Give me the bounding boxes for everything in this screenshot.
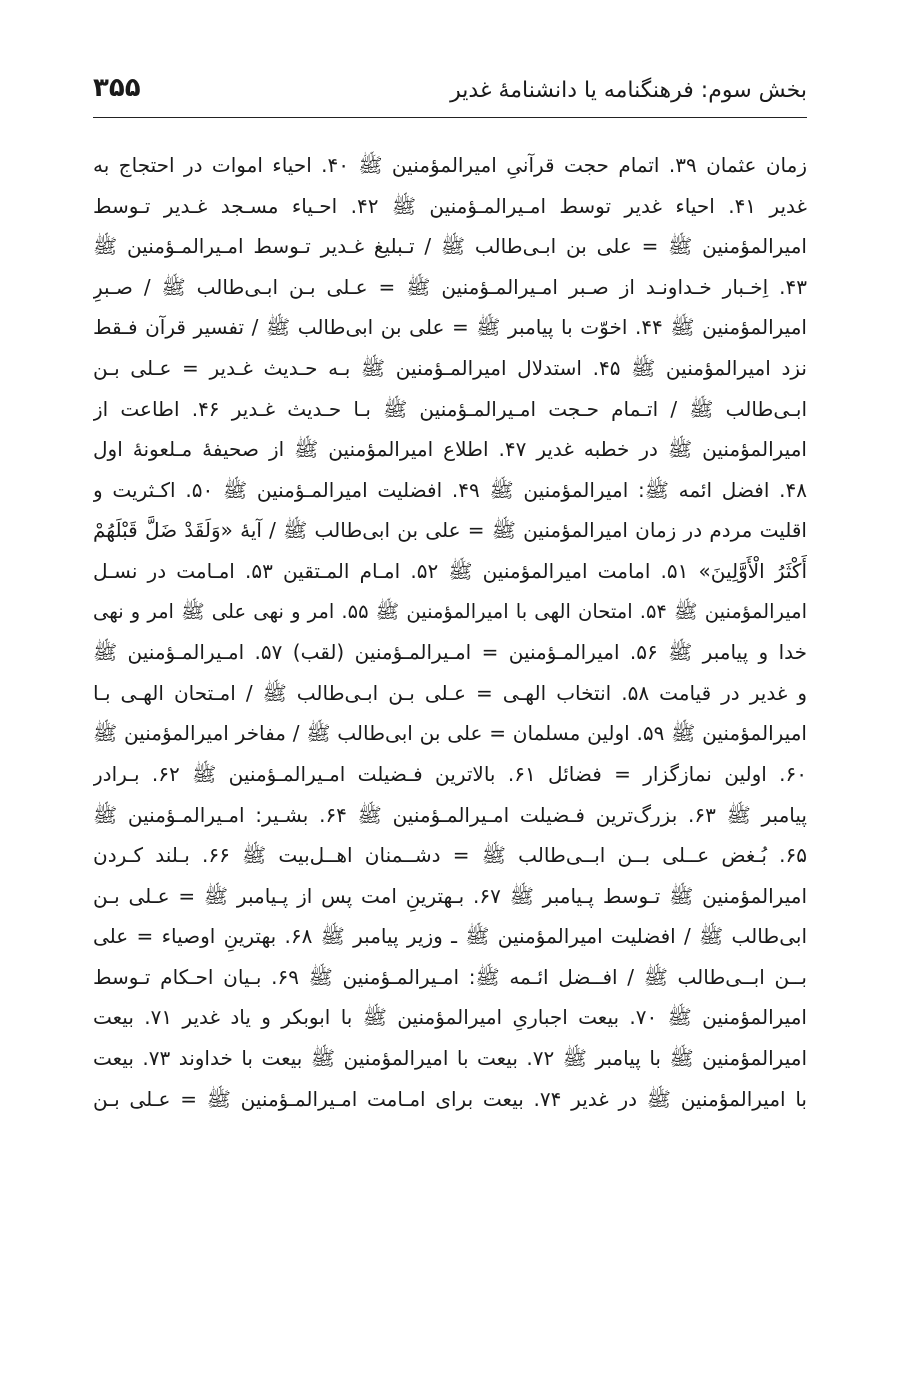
text-line: امیرالمؤمنین ﷺ ۴۴. اخوّت با پیامبر ﷺ = علی بن ابی‌طالب ﷺ / تفسیر قرآن فـقط [93, 315, 807, 340]
body-text [93, 145, 807, 1119]
text-line: اقلیت مردم در زمان امیرالمؤمنین ﷺ = علی بن ابی‌طالب ﷺ / آیهٔ «وَلَقَدْ ضَلَّ قَبْلَهُمْ [93, 518, 807, 543]
text-line: زمان عثمان ۳۹. اتمام حجت قرآنیِ امیرالمؤمنین ﷺ ۴۰. احیاء اموات در احتجاج به [93, 153, 807, 177]
text-line: امیرالمؤمنین ﷺ با پیامبر ﷺ ۷۲. بیعت با امیرالمؤمنین ﷺ بیعت با خداوند ۷۳. بیعت [93, 1046, 807, 1071]
running-title: بخش سوم: فرهنگنامه یا دانشنامهٔ غدیر [450, 78, 807, 103]
text-line: امیرالمؤمنین ﷺ = علی بن ابـی‌طالب ﷺ / تـبلیغ غـدیر تـوسط امـیرالمـؤمنین ﷺ [93, 234, 807, 259]
text-line: بــن ابــی‌طالب ﷺ / افــضل ائـمه ﷺ: امـیرالمـؤمنین ﷺ ۶۹. بـیان احـکام تـوسط [93, 964, 807, 989]
text-line: ۶۵. بُـغض عــلی بــن ابــی‌طالب ﷺ = دشــمنان اهــل‌بیت ﷺ ۶۶. بـلند کـردن [93, 843, 807, 868]
text-line: غدیر ۴۱. احیاء غدیر توسط امـیرالمـؤمنین ﷺ ۴۲. احـیاء مسـجد غـدیر تـوسط [93, 193, 807, 218]
page-header [93, 72, 807, 112]
text-line: امیرالمؤمنین ﷺ ۷۰. بیعت اجباریِ امیرالمؤمنین ﷺ با ابوبکر و یاد غدیر ۷۱. بیعت [93, 1005, 807, 1030]
text-line: ۴۳. اِخـبار خـداونـد از صـبر امـیرالمـؤمنین ﷺ = عـلی بـن ابـی‌طالب ﷺ / صـبرِ [93, 274, 807, 299]
text-line: ۴۸. افضل ائمه ﷺ: امیرالمؤمنین ﷺ ۴۹. افضلیت امیرالمـؤمنین ﷺ ۵۰. اکـثریت و [93, 477, 807, 502]
text-line: خدا و پیامبر ﷺ ۵۶. امیرالمـؤمنین = امـیرالمـؤمنین (لقب) ۵۷. امـیرالمـؤمنین ﷺ [93, 640, 807, 665]
page-number: ۳۵۵ [93, 73, 141, 103]
text-line: نزد امیرالمؤمنین ﷺ ۴۵. استدلال امیرالمـؤمنین ﷺ بـه حـدیث غـدیر = عـلی بـن [93, 355, 807, 380]
text-line: امیرالمؤمنین ﷺ در خطبه غدیر ۴۷. اطلاع امیرالمؤمنین ﷺ از صحیفهٔ مـلعونهٔ اول [93, 437, 807, 462]
header-rule [93, 117, 807, 118]
text-line: ۶۰. اولین نمازگزار = فضائل ۶۱. بالاترین فـضیلت امـیرالمـؤمنین ﷺ ۶۲. بـرادر [93, 761, 807, 786]
book-page [93, 0, 807, 1390]
text-line: امیرالمؤمنین ﷺ تـوسط پـیامبر ﷺ ۶۷. بـهترینِ امت پس از پـیامبر ﷺ = عـلی بـن [93, 883, 807, 908]
text-line: ابـی‌طالب ﷺ / اتـمام حـجت امـیرالمـؤمنین ﷺ بـا حـدیث غـدیر ۴۶. اطاعت از [93, 396, 807, 421]
text-line: امیرالمؤمنین ﷺ ۵۹. اولین مسلمان = علی بن ابی‌طالب ﷺ / مفاخر امیرالمؤمنین ﷺ [93, 721, 807, 746]
text-line: با امیرالمؤمنین ﷺ در غدیر ۷۴. بیعت برای امـامت امـیرالمـؤمنین ﷺ = عـلی بـن [93, 1086, 807, 1111]
text-line: امیرالمؤمنین ﷺ ۵۴. امتحان الهی با امیرالمؤمنین ﷺ ۵۵. امر و نهی علی ﷺ امر و نهی [93, 599, 807, 623]
text-line: أَكْثَرُ الْأَوَّلِينَ» ۵۱. امامت امیرالمؤمنین ﷺ ۵۲. امـام المـتقین ۵۳. امـامت در نسـل [93, 558, 807, 583]
text-line: ابی‌طالب ﷺ / افضلیت امیرالمؤمنین ﷺ ـ وزیر پیامبر ﷺ ۶۸. بهترینِ اوصیاء = علی [93, 924, 807, 949]
text-line: پیامبر ﷺ ۶۳. بزرگ‌ترین فـضیلت امـیرالمـؤمنین ﷺ ۶۴. بشـیر: امـیرالمـؤمنین ﷺ [93, 802, 807, 827]
text-line: و غدیر در قیامت ۵۸. انتخاب الهـی = عـلی بـن ابـی‌طالب ﷺ / امـتحان الهـی بـا [93, 680, 807, 705]
